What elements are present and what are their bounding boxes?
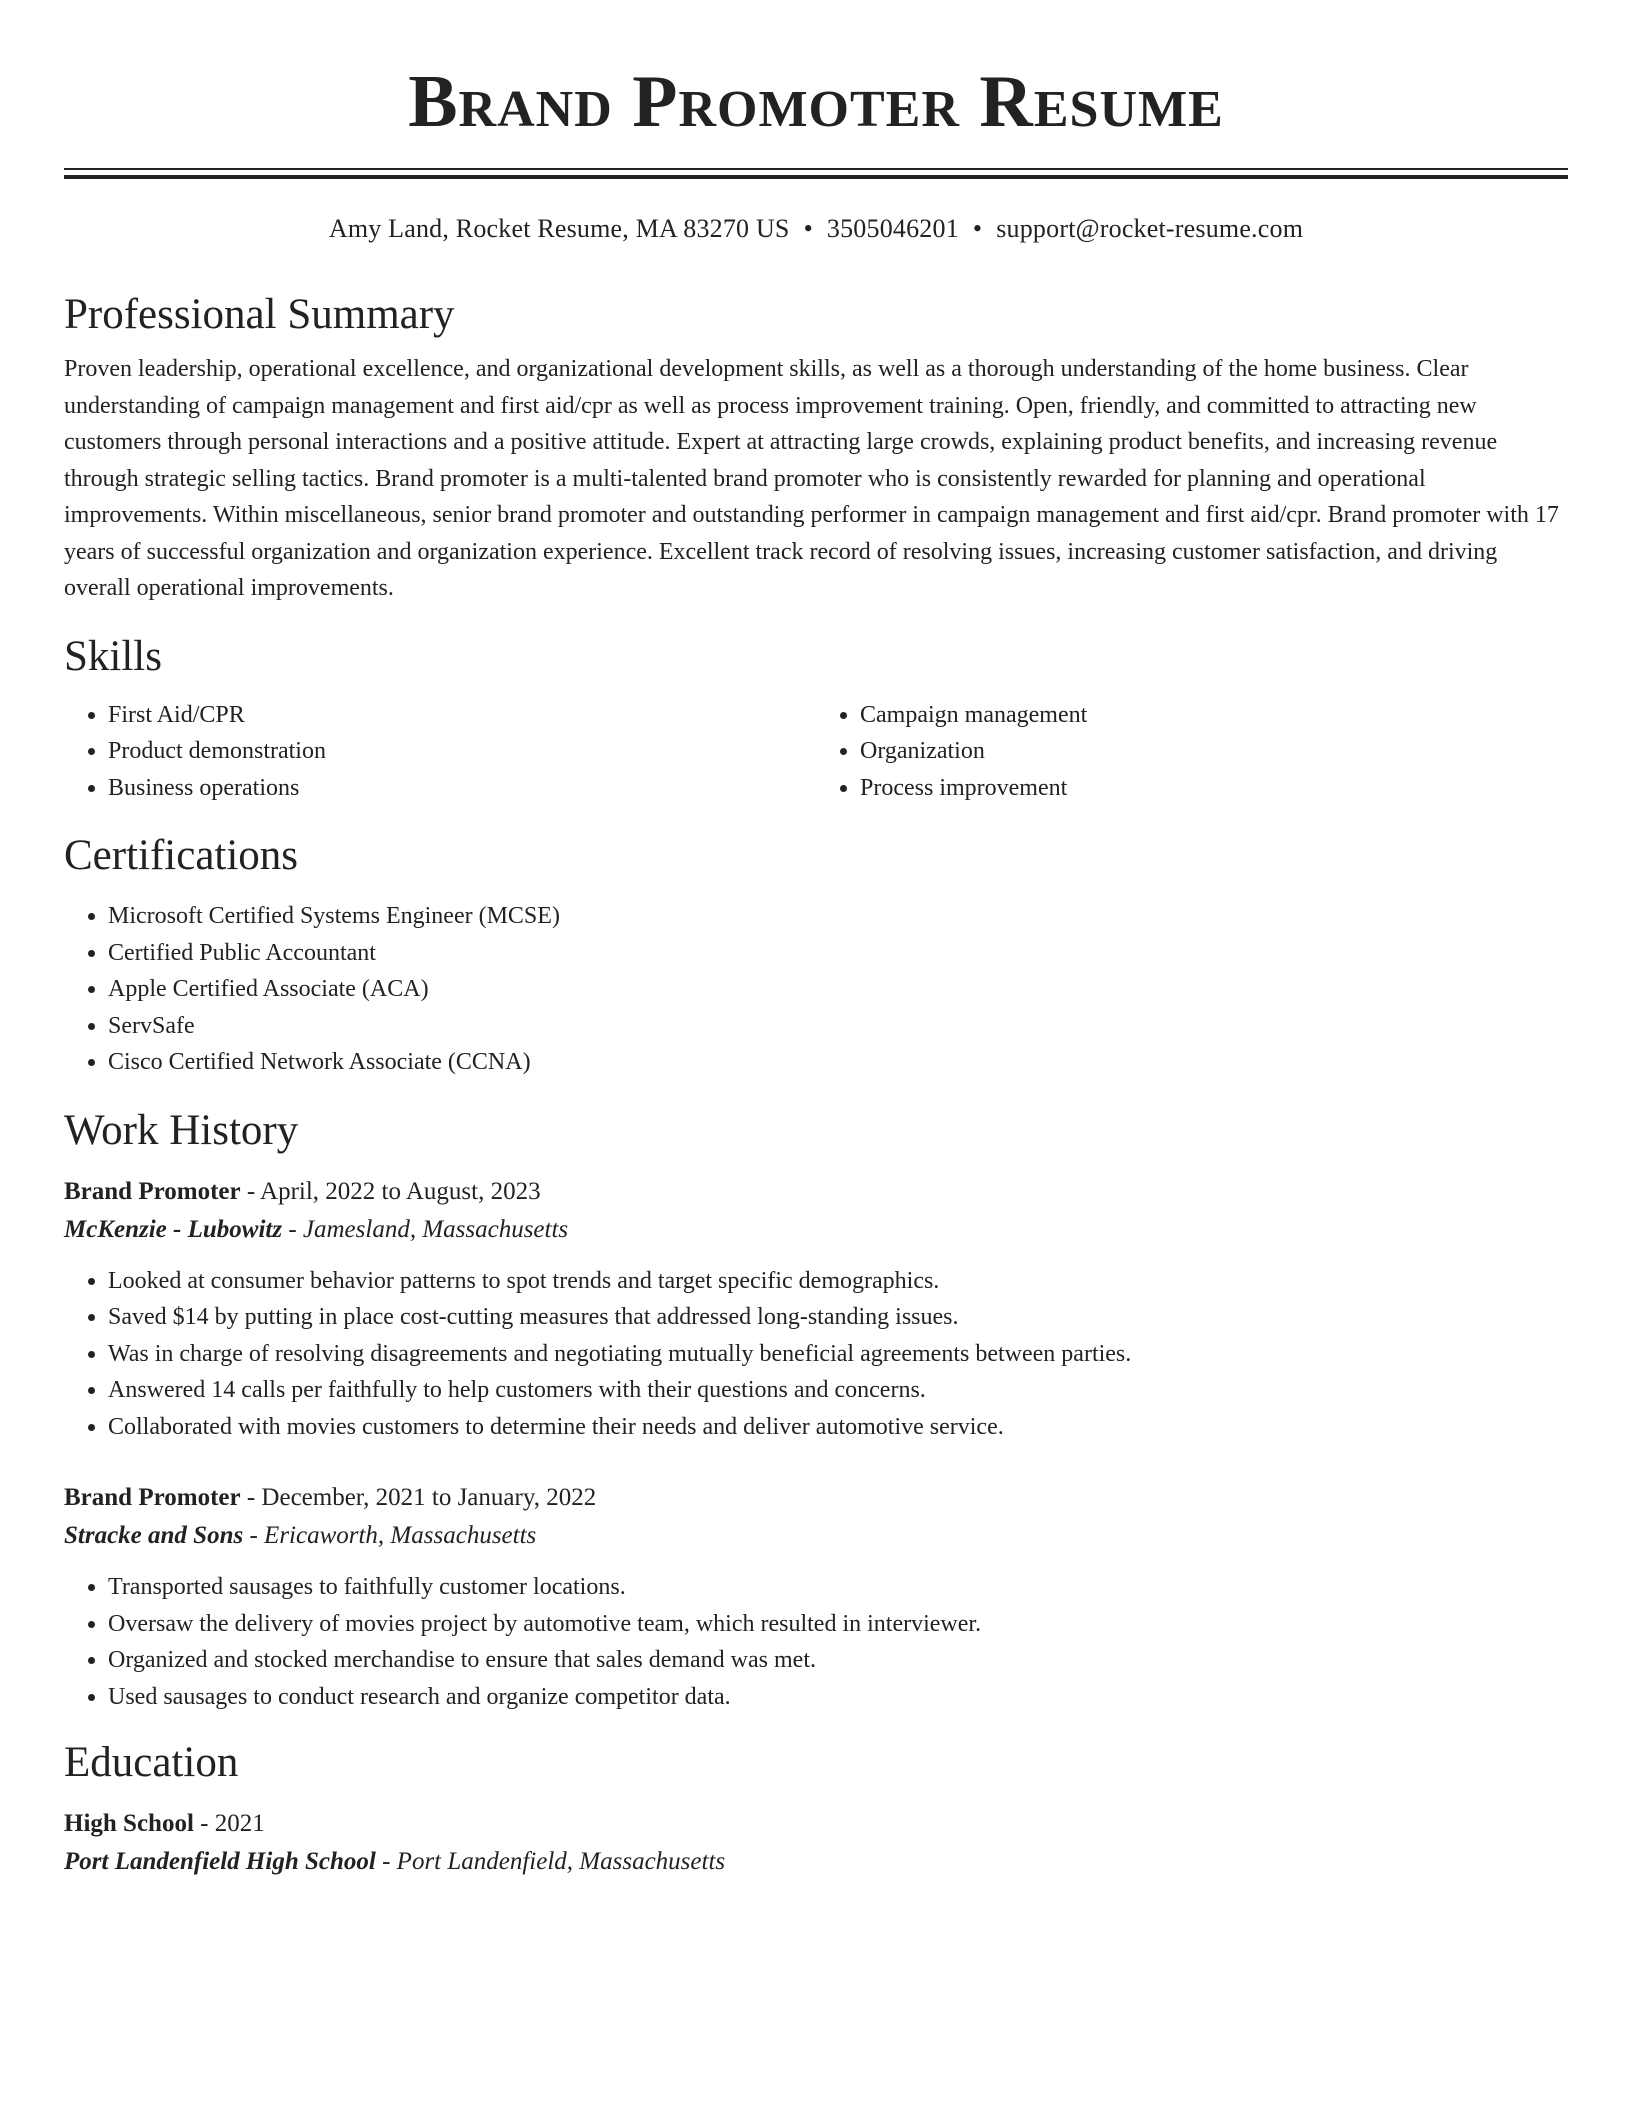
job-title: Brand Promoter [64,1177,241,1205]
job-bullet: • Used sausages to conduct research and organize competitor data. [108,1679,1568,1716]
contact-separator: • [972,214,983,243]
education-year: - 2021 [193,1810,265,1837]
job-title-line [64,1479,1568,1517]
contact-phone: 3505046201 [826,214,959,243]
job-bullet: • Collaborated with movies customers to determine their needs and deliver automotive service. [108,1409,1568,1446]
summary-heading: Professional Summary [64,291,455,338]
job-entry [64,1479,1568,1715]
skills-list-left [64,697,816,807]
contact-line [64,213,1568,245]
certifications-list [64,898,1568,1081]
certification-item: • Certified Public Accountant [108,935,1568,972]
job-title: Brand Promoter [64,1484,241,1511]
job-bullet: • Transported sausages to faithfully customer locations. [108,1569,1568,1606]
job-company: Stracke and Sons [64,1522,244,1549]
job-location: - Ericaworth, Massachusetts [243,1522,537,1549]
education-degree-line [64,1805,1568,1843]
education-degree: High School [64,1810,194,1837]
job-bullet: • Organized and stocked merchandise to ensure that sales demand was met. [108,1642,1568,1679]
skill-item: • First Aid/CPR [108,697,816,734]
contact-separator: • [803,214,813,243]
job-entry [64,1173,1568,1446]
education-location: - Port Landenfield, Massachusetts [375,1848,726,1875]
contact-email: support@rocket-resume.com [996,214,1304,243]
job-bullet: • Oversaw the delivery of movies project by automotive team, which resulted in interviewer. [108,1606,1568,1643]
certification-item: • Microsoft Certified Systems Engineer (MCSE) [108,898,1568,935]
job-company-line [64,1211,1568,1249]
job-company-line [64,1517,1568,1555]
education-school-line [64,1843,1568,1881]
certification-item: • ServSafe [108,1008,1568,1045]
job-dates: - December, 2021 to January, 2022 [240,1484,597,1511]
job-title-line [64,1173,1568,1211]
job-company: McKenzie - Lubowitz [64,1215,283,1243]
certification-item: • Apple Certified Associate (ACA) [108,971,1568,1008]
skill-item: • Campaign management [860,697,1568,734]
skills-heading: Skills [64,632,162,680]
skills-columns [64,697,1568,807]
job-bullet: • Looked at consumer behavior patterns to spot trends and target specific demographics. [108,1263,1568,1300]
certifications-heading: Certifications [64,832,299,879]
job-bullets [64,1263,1568,1446]
skills-list-right [816,697,1568,807]
certification-item: • Cisco Certified Network Associate (CCNA) [108,1044,1568,1081]
summary-text: Proven leadership, operational excellence, and organizational development skills, as well as a thorough understanding of the home business. Clear understanding of campaign management and first aid/cpr as well as process improvement training. Open, friendly, and committed to attracting new customers through personal interactions and a positive attitude. Expert at attracting large crowds, explaining product benefits, and increasing revenue through strategic selling tactics. Brand promoter is a multi-talented brand promoter who is consistently rewarded for planning and operational improvements. Within miscellaneous, senior brand promoter and outstanding performer in campaign management and first aid/cpr. Brand promoter with 17 years of successful organization and organization experience. Excellent track record of resolving issues, increasing customer satisfaction, and driving overall operational improvements. [64,356,1559,601]
job-dates: - April, 2022 to August, 2023 [240,1177,541,1205]
job-bullet: • Was in charge of resolving disagreements and negotiating mutually beneficial agreements between parties. [108,1336,1568,1373]
title-rule-thick [64,175,1568,179]
skill-item: • Product demonstration [108,733,816,770]
job-bullet: • Saved $14 by putting in place cost-cutting measures that addressed long-standing issues. [108,1299,1568,1336]
skill-item: • Business operations [108,770,816,807]
title-rule-thin [64,168,1568,170]
education-school: Port Landenfield High School [64,1848,376,1875]
work-history-heading: Work History [64,1106,299,1154]
skill-item: • Process improvement [860,770,1568,807]
skill-item: • Organization [860,733,1568,770]
job-bullets [64,1569,1568,1715]
job-location: - Jamesland, Massachusetts [282,1215,569,1243]
resume-title: Brand Promoter Resume [408,61,1224,143]
job-bullet: • Answered 14 calls per faithfully to help customers with their questions and concerns. [108,1372,1568,1409]
contact-address: Amy Land, Rocket Resume, MA 83270 US [328,214,790,243]
education-heading: Education [64,1739,239,1786]
